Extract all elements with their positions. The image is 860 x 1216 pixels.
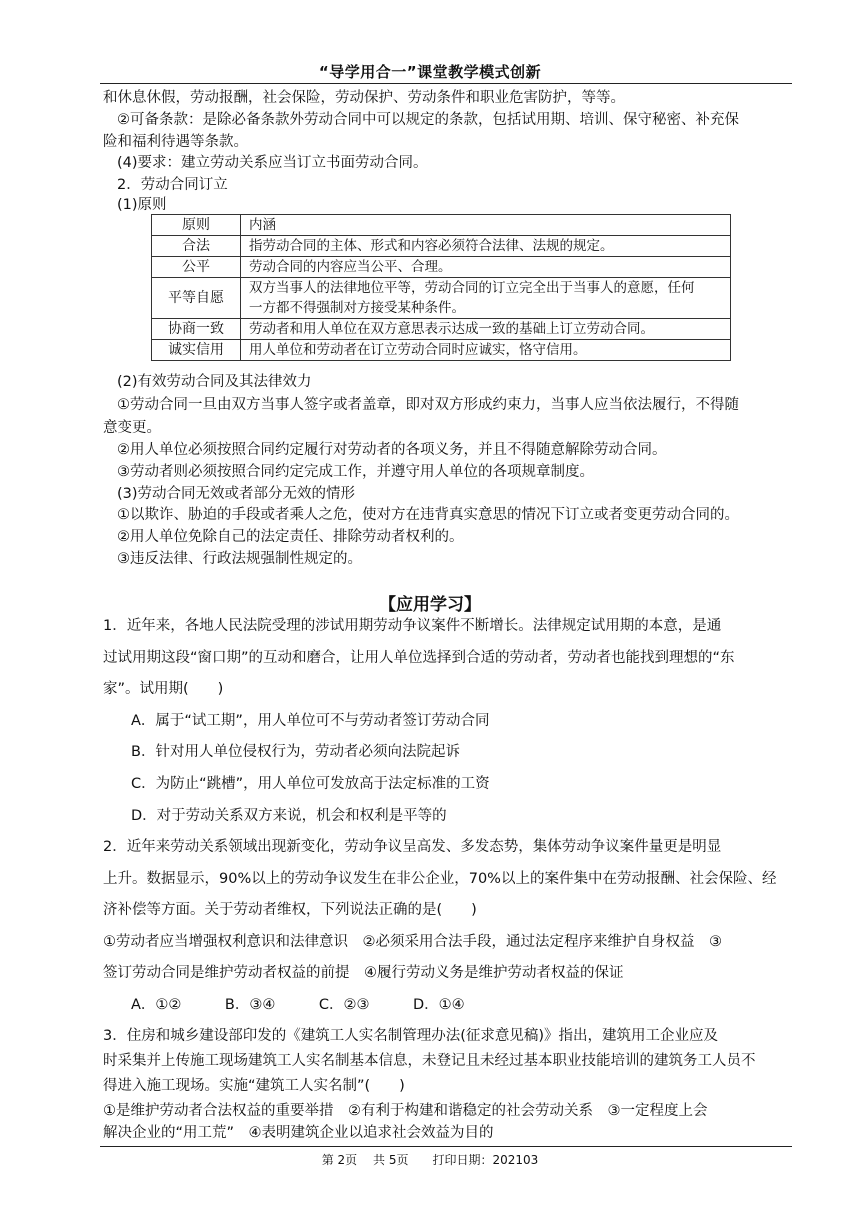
text-line: ②用人单位免除自己的法定责任、排除劳动者权利的。: [117, 529, 464, 545]
text-line: 意变更。: [103, 420, 161, 436]
principle-name: 公平: [152, 257, 241, 278]
statement-line: ①是维护劳动者合法权益的重要举措 ②有利于构建和谐稳定的社会劳动关系 ③一定程度上会: [103, 1103, 708, 1119]
header-divider: [100, 83, 792, 84]
question-line: 济补偿等方面。关于劳动者维权，下列说法正确的是( ): [103, 902, 477, 918]
text-line: (4)要求：建立劳动关系应当订立书面劳动合同。: [117, 155, 428, 171]
statement-line: ①劳动者应当增强权利意识和法律意识 ②必须采用合法手段，通过法定程序来维护自身权益 ③: [103, 934, 722, 950]
principle-meaning: 指劳动合同的主体、形式和内容必须符合法律、法规的规定。: [241, 236, 731, 257]
question-line: 过试用期这段“窗口期”的互动和磨合，让用人单位选择到合适的劳动者，劳动者也能找到理想的“东: [103, 650, 735, 666]
option-b: B．针对用人单位侵权行为，劳动者必须向法院起诉: [131, 744, 460, 760]
text-line: ①以欺诈、胁迫的手段或者乘人之危，使对方在违背真实意思的情况下订立或者变更劳动合同的。: [117, 507, 739, 523]
principle-meaning-line: 双方当事人的法律地位平等，劳动合同的订立完全出于当事人的意愿，任何: [249, 280, 695, 296]
text-line: ③劳动者则必须按照合同约定完成工作，并遵守用人单位的各项规章制度。: [117, 464, 594, 480]
principle-meaning: 劳动者和用人单位在双方意思表示达成一致的基础上订立劳动合同。: [241, 319, 731, 340]
question-line: 上升。数据显示，90%以上的劳动争议发生在非公企业，70%以上的案件集中在劳动报酬、社会保险、经: [103, 871, 777, 887]
text-line: ②用人单位必须按照合同约定履行对劳动者的各项义务，并且不得随意解除劳动合同。: [117, 442, 667, 458]
principle-name: 协商一致: [152, 319, 241, 340]
statement-line: 解决企业的“用工荒” ④表明建筑企业以追求社会效益为目的: [103, 1125, 494, 1141]
table-row: [152, 278, 731, 319]
text-line: 和休息休假，劳动报酬，社会保险，劳动保护、劳动条件和职业危害防护，等等。: [103, 90, 625, 106]
table-row: [152, 257, 731, 278]
table-row: [152, 340, 731, 361]
page-footer: 第 2页 共 5页 打印日期：202103: [321, 1153, 539, 1167]
table-row: [152, 319, 731, 340]
table-row: [152, 236, 731, 257]
option-a: A．属于“试工期”，用人单位可不与劳动者签订劳动合同: [131, 713, 490, 729]
principle-name: 诚实信用: [152, 340, 241, 361]
principle-name: 平等自愿: [152, 278, 241, 319]
section-title: 【应用学习】: [379, 595, 481, 615]
principle-meaning: 劳动合同的内容应当公平、合理。: [241, 257, 731, 278]
principle-meaning-line: 一方都不得强制对方接受某种条件。: [249, 300, 465, 316]
table-header-cell: 原则: [152, 215, 241, 236]
text-line: ②可备条款：是除必备条款外劳动合同中可以规定的条款，包括试用期、培训、保守秘密、补充保: [117, 112, 739, 128]
text-line: ③违反法律、行政法规强制性规定的。: [117, 551, 362, 567]
page-header-title: “导学用合一”课堂教学模式创新: [318, 63, 542, 81]
text-line: (3)劳动合同无效或者部分无效的情形: [117, 486, 356, 502]
footer-divider: [100, 1146, 792, 1147]
principle-name: 合法: [152, 236, 241, 257]
principles-table: [151, 214, 731, 361]
text-line: 险和福利待遇等条款。: [103, 134, 248, 150]
option-d: D．对于劳动关系双方来说，机会和权利是平等的: [131, 808, 447, 824]
table-header-cell: 内涵: [241, 215, 731, 236]
question-line: 2．近年来劳动关系领域出现新变化，劳动争议呈高发、多发态势，集体劳动争议案件量更是明显: [103, 839, 722, 855]
question-line: 1．近年来，各地人民法院受理的涉试用期劳动争议案件不断增长。法律规定试用期的本意，是通: [103, 618, 722, 634]
text-line: 2．劳动合同订立: [117, 177, 228, 193]
principle-meaning: 用人单位和劳动者在订立劳动合同时应诚实，恪守信用。: [241, 340, 731, 361]
question-line: 得进入施工现场。实施“建筑工人实名制”( ): [103, 1078, 405, 1094]
statement-line: 签订劳动合同是维护劳动者权益的前提 ④履行劳动义务是维护劳动者权益的保证: [103, 965, 624, 981]
answer-choices: A．①② B．③④ C．②③ D．①④: [131, 997, 465, 1013]
text-line: ①劳动合同一旦由双方当事人签字或者盖章，即对双方形成约束力，当事人应当依法履行，不得随: [117, 397, 739, 413]
question-line: 3．住房和城乡建设部印发的《建筑工人实名制管理办法(征求意见稿)》指出，建筑用工企业应及: [103, 1028, 719, 1044]
question-line: 时采集并上传施工现场建筑工人实名制基本信息，未登记且未经过基本职业技能培训的建筑务工人员不: [103, 1053, 756, 1069]
principle-meaning: [241, 278, 731, 319]
table-header-row: [152, 215, 731, 236]
text-line: (2)有效劳动合同及其法律效力: [117, 374, 312, 390]
question-line: 家”。试用期( ): [103, 681, 224, 697]
option-c: C．为防止“跳槽”，用人单位可发放高于法定标准的工资: [131, 776, 490, 792]
text-line: (1)原则: [117, 197, 167, 213]
